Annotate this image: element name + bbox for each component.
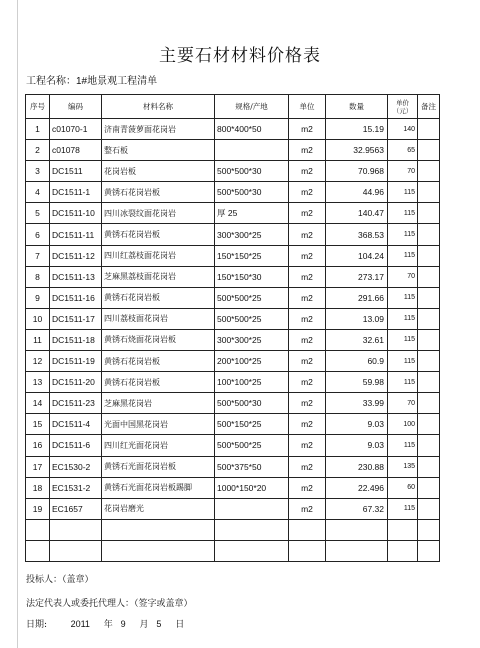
cell-unit (289, 540, 326, 561)
cell-name: 芝麻黑荔枝面花岗岩 (102, 266, 215, 287)
cell-qty: 22.496 (326, 477, 388, 498)
cell-note (418, 519, 440, 540)
cell-price: 60 (388, 477, 418, 498)
cell-price: 70 (388, 266, 418, 287)
table-row (26, 540, 440, 561)
cell-unit: m2 (289, 224, 326, 245)
cell-unit: m2 (289, 393, 326, 414)
header-price (388, 95, 418, 119)
cell-unit: m2 (289, 182, 326, 203)
cell-no: 14 (26, 393, 50, 414)
cell-spec: 500*500*30 (215, 182, 289, 203)
cell-code: DC1511-18 (50, 329, 102, 350)
cell-note (418, 372, 440, 393)
cell-note (418, 224, 440, 245)
cell-note (418, 161, 440, 182)
cell-price: 115 (388, 224, 418, 245)
date-year-unit: 年 (103, 620, 113, 630)
cell-price: 115 (388, 308, 418, 329)
cell-price: 115 (388, 351, 418, 372)
cell-price: 70 (388, 161, 418, 182)
cell-price: 70 (388, 393, 418, 414)
cell-no: 17 (26, 456, 50, 477)
table-header-row (26, 95, 440, 119)
cell-qty: 32.9563 (326, 140, 388, 161)
table-row (26, 224, 440, 245)
cell-note (418, 203, 440, 224)
date-label: 日期: (26, 620, 48, 630)
header-price-line1: 单价 (396, 98, 409, 107)
table-row (26, 182, 440, 203)
cell-price: 115 (388, 287, 418, 308)
cell-no (26, 540, 50, 561)
cell-no: 10 (26, 308, 50, 329)
cell-no: 8 (26, 266, 50, 287)
cell-no: 7 (26, 245, 50, 266)
cell-no: 16 (26, 435, 50, 456)
cell-qty (326, 519, 388, 540)
date-month-unit: 月 (139, 620, 149, 630)
cell-note (418, 119, 440, 140)
cell-note (418, 329, 440, 350)
cell-note (418, 477, 440, 498)
cell-price (388, 519, 418, 540)
cell-no: 9 (26, 287, 50, 308)
cell-code: DC1511-12 (50, 245, 102, 266)
date-month: 9 (120, 619, 126, 629)
cell-price: 135 (388, 456, 418, 477)
table-row (26, 477, 440, 498)
cell-qty: 59.98 (326, 372, 388, 393)
cell-spec: 500*500*25 (215, 435, 289, 456)
cell-name: 黄锈石光面花岗岩板 (102, 456, 215, 477)
cell-price: 115 (388, 372, 418, 393)
table-row (26, 351, 440, 372)
cell-qty: 9.03 (326, 435, 388, 456)
cell-price: 65 (388, 140, 418, 161)
table-row (26, 393, 440, 414)
cell-name (102, 540, 215, 561)
cell-spec (215, 498, 289, 519)
cell-no: 5 (26, 203, 50, 224)
cell-code: DC1511-4 (50, 414, 102, 435)
cell-qty: 368.53 (326, 224, 388, 245)
cell-name: 四川冰裂纹面花岗岩 (102, 203, 215, 224)
cell-name: 花岗岩板 (102, 161, 215, 182)
table-row (26, 161, 440, 182)
table-row (26, 203, 440, 224)
cell-unit: m2 (289, 477, 326, 498)
cell-code: DC1511-1 (50, 182, 102, 203)
cell-spec (215, 140, 289, 161)
cell-no: 11 (26, 329, 50, 350)
cell-name: 黄锈石光面花岗岩板踢脚 (102, 477, 215, 498)
cell-no: 18 (26, 477, 50, 498)
cell-unit: m2 (289, 456, 326, 477)
cell-no: 12 (26, 351, 50, 372)
cell-price: 115 (388, 329, 418, 350)
header-unit: 单位 (289, 95, 326, 119)
cell-unit (289, 519, 326, 540)
cell-qty (326, 540, 388, 561)
project-label: 工程名称： (26, 76, 76, 87)
cell-price: 115 (388, 245, 418, 266)
date-day-unit: 日 (175, 620, 185, 630)
date-day: 5 (156, 619, 162, 629)
cell-name: 黄锈石烧面花岗岩板 (102, 329, 215, 350)
cell-spec: 500*150*25 (215, 414, 289, 435)
table-row (26, 372, 440, 393)
cell-qty: 291.66 (326, 287, 388, 308)
cell-spec: 500*500*30 (215, 161, 289, 182)
cell-code: DC1511-17 (50, 308, 102, 329)
table-row (26, 456, 440, 477)
header-name: 材料名称 (102, 95, 215, 119)
cell-name: 四川红荔枝面花岗岩 (102, 245, 215, 266)
cell-qty: 32.61 (326, 329, 388, 350)
cell-no (26, 519, 50, 540)
cell-spec: 150*150*30 (215, 266, 289, 287)
cell-qty: 15.19 (326, 119, 388, 140)
cell-note (418, 435, 440, 456)
cell-unit: m2 (289, 266, 326, 287)
cell-qty: 104.24 (326, 245, 388, 266)
table-row (26, 287, 440, 308)
cell-qty: 44.96 (326, 182, 388, 203)
cell-unit: m2 (289, 161, 326, 182)
cell-unit: m2 (289, 287, 326, 308)
header-spec: 规格/产地 (215, 95, 289, 119)
cell-name: 整石板 (102, 140, 215, 161)
cell-name: 芝麻黑花岗岩 (102, 393, 215, 414)
table-row (26, 245, 440, 266)
cell-no: 15 (26, 414, 50, 435)
cell-unit: m2 (289, 372, 326, 393)
cell-qty: 70.968 (326, 161, 388, 182)
header-price-line2: （元） (392, 106, 413, 115)
cell-spec: 1000*150*20 (215, 477, 289, 498)
date-line (26, 617, 184, 630)
cell-code: DC1511-19 (50, 351, 102, 372)
cell-unit: m2 (289, 435, 326, 456)
cell-no: 13 (26, 372, 50, 393)
cell-spec: 厚 25 (215, 203, 289, 224)
cell-code: DC1511-16 (50, 287, 102, 308)
header-qty: 数量 (326, 95, 388, 119)
cell-unit: m2 (289, 498, 326, 519)
cell-qty: 230.88 (326, 456, 388, 477)
cell-qty: 67.32 (326, 498, 388, 519)
cell-note (418, 182, 440, 203)
cell-note (418, 540, 440, 561)
cell-note (418, 498, 440, 519)
cell-code: DC1511-23 (50, 393, 102, 414)
header-note: 备注 (418, 95, 440, 119)
cell-no: 3 (26, 161, 50, 182)
table-row (26, 414, 440, 435)
header-no: 序号 (26, 95, 50, 119)
cell-name: 光面中国黑花岗岩 (102, 414, 215, 435)
cell-name: 花岗岩磨光 (102, 498, 215, 519)
cell-code: c01078 (50, 140, 102, 161)
project-name (26, 72, 157, 87)
cell-unit: m2 (289, 140, 326, 161)
cell-no: 19 (26, 498, 50, 519)
cell-code: DC1511-11 (50, 224, 102, 245)
cell-note (418, 351, 440, 372)
cell-code: EC1530-2 (50, 456, 102, 477)
cell-note (418, 140, 440, 161)
table-row (26, 140, 440, 161)
cell-code: EC1531-2 (50, 477, 102, 498)
cell-spec: 500*500*30 (215, 393, 289, 414)
bidder-line: 投标人：（盖章） (26, 575, 94, 585)
cell-price: 115 (388, 182, 418, 203)
cell-unit: m2 (289, 351, 326, 372)
cell-name: 黄锈石花岗岩板 (102, 351, 215, 372)
cell-no: 6 (26, 224, 50, 245)
cell-code: c01070-1 (50, 119, 102, 140)
cell-name: 济南青菠萝面花岗岩 (102, 119, 215, 140)
cell-name: 黄锈石花岗岩板 (102, 372, 215, 393)
table-row (26, 266, 440, 287)
table-row (26, 519, 440, 540)
header-code: 编码 (50, 95, 102, 119)
cell-note (418, 308, 440, 329)
cell-spec: 800*400*50 (215, 119, 289, 140)
cell-unit: m2 (289, 329, 326, 350)
cell-qty: 13.09 (326, 308, 388, 329)
cell-spec: 150*150*25 (215, 245, 289, 266)
cell-note (418, 287, 440, 308)
cell-qty: 33.99 (326, 393, 388, 414)
cell-unit: m2 (289, 245, 326, 266)
cell-name: 四川红光面花岗岩 (102, 435, 215, 456)
cell-name: 四川荔枝面花岗岩 (102, 308, 215, 329)
cell-qty: 273.17 (326, 266, 388, 287)
cell-name (102, 519, 215, 540)
cell-unit: m2 (289, 308, 326, 329)
cell-name: 黄锈石花岗岩板 (102, 182, 215, 203)
table-row (26, 308, 440, 329)
cell-name: 黄锈石花岗岩板 (102, 224, 215, 245)
cell-spec: 300*300*25 (215, 329, 289, 350)
cell-code: DC1511-20 (50, 372, 102, 393)
cell-note (418, 393, 440, 414)
representative-line: 法定代表人或委托代理人：（签字或盖章） (26, 599, 193, 609)
cell-price: 100 (388, 414, 418, 435)
cell-no: 2 (26, 140, 50, 161)
cell-qty: 60.9 (326, 351, 388, 372)
date-year: 2011 (70, 619, 90, 629)
cell-no: 1 (26, 119, 50, 140)
price-table (25, 94, 440, 562)
cell-price (388, 540, 418, 561)
page-title: 主要石材材料价格表 (159, 46, 321, 66)
cell-spec: 200*100*25 (215, 351, 289, 372)
cell-spec: 500*500*25 (215, 308, 289, 329)
project-value: 1#地景观工程清单 (76, 76, 158, 87)
cell-code (50, 519, 102, 540)
cell-price: 140 (388, 119, 418, 140)
cell-name: 黄锈石花岗岩板 (102, 287, 215, 308)
cell-spec (215, 540, 289, 561)
cell-code: DC1511 (50, 161, 102, 182)
cell-note (418, 456, 440, 477)
table-row (26, 329, 440, 350)
cell-note (418, 414, 440, 435)
page-edge-line (17, 0, 18, 648)
cell-code (50, 540, 102, 561)
cell-note (418, 245, 440, 266)
cell-unit: m2 (289, 203, 326, 224)
table-row (26, 498, 440, 519)
cell-spec: 500*375*50 (215, 456, 289, 477)
cell-code: EC1657 (50, 498, 102, 519)
cell-qty: 9.03 (326, 414, 388, 435)
cell-spec: 500*500*25 (215, 287, 289, 308)
cell-qty: 140.47 (326, 203, 388, 224)
cell-note (418, 266, 440, 287)
cell-code: DC1511-13 (50, 266, 102, 287)
cell-unit: m2 (289, 119, 326, 140)
cell-unit: m2 (289, 414, 326, 435)
cell-no: 4 (26, 182, 50, 203)
cell-code: DC1511-10 (50, 203, 102, 224)
table-row (26, 435, 440, 456)
cell-spec: 100*100*25 (215, 372, 289, 393)
cell-code: DC1511-6 (50, 435, 102, 456)
cell-price: 115 (388, 203, 418, 224)
cell-spec: 300*300*25 (215, 224, 289, 245)
table-row (26, 119, 440, 140)
cell-spec (215, 519, 289, 540)
cell-price: 115 (388, 435, 418, 456)
cell-price: 115 (388, 498, 418, 519)
